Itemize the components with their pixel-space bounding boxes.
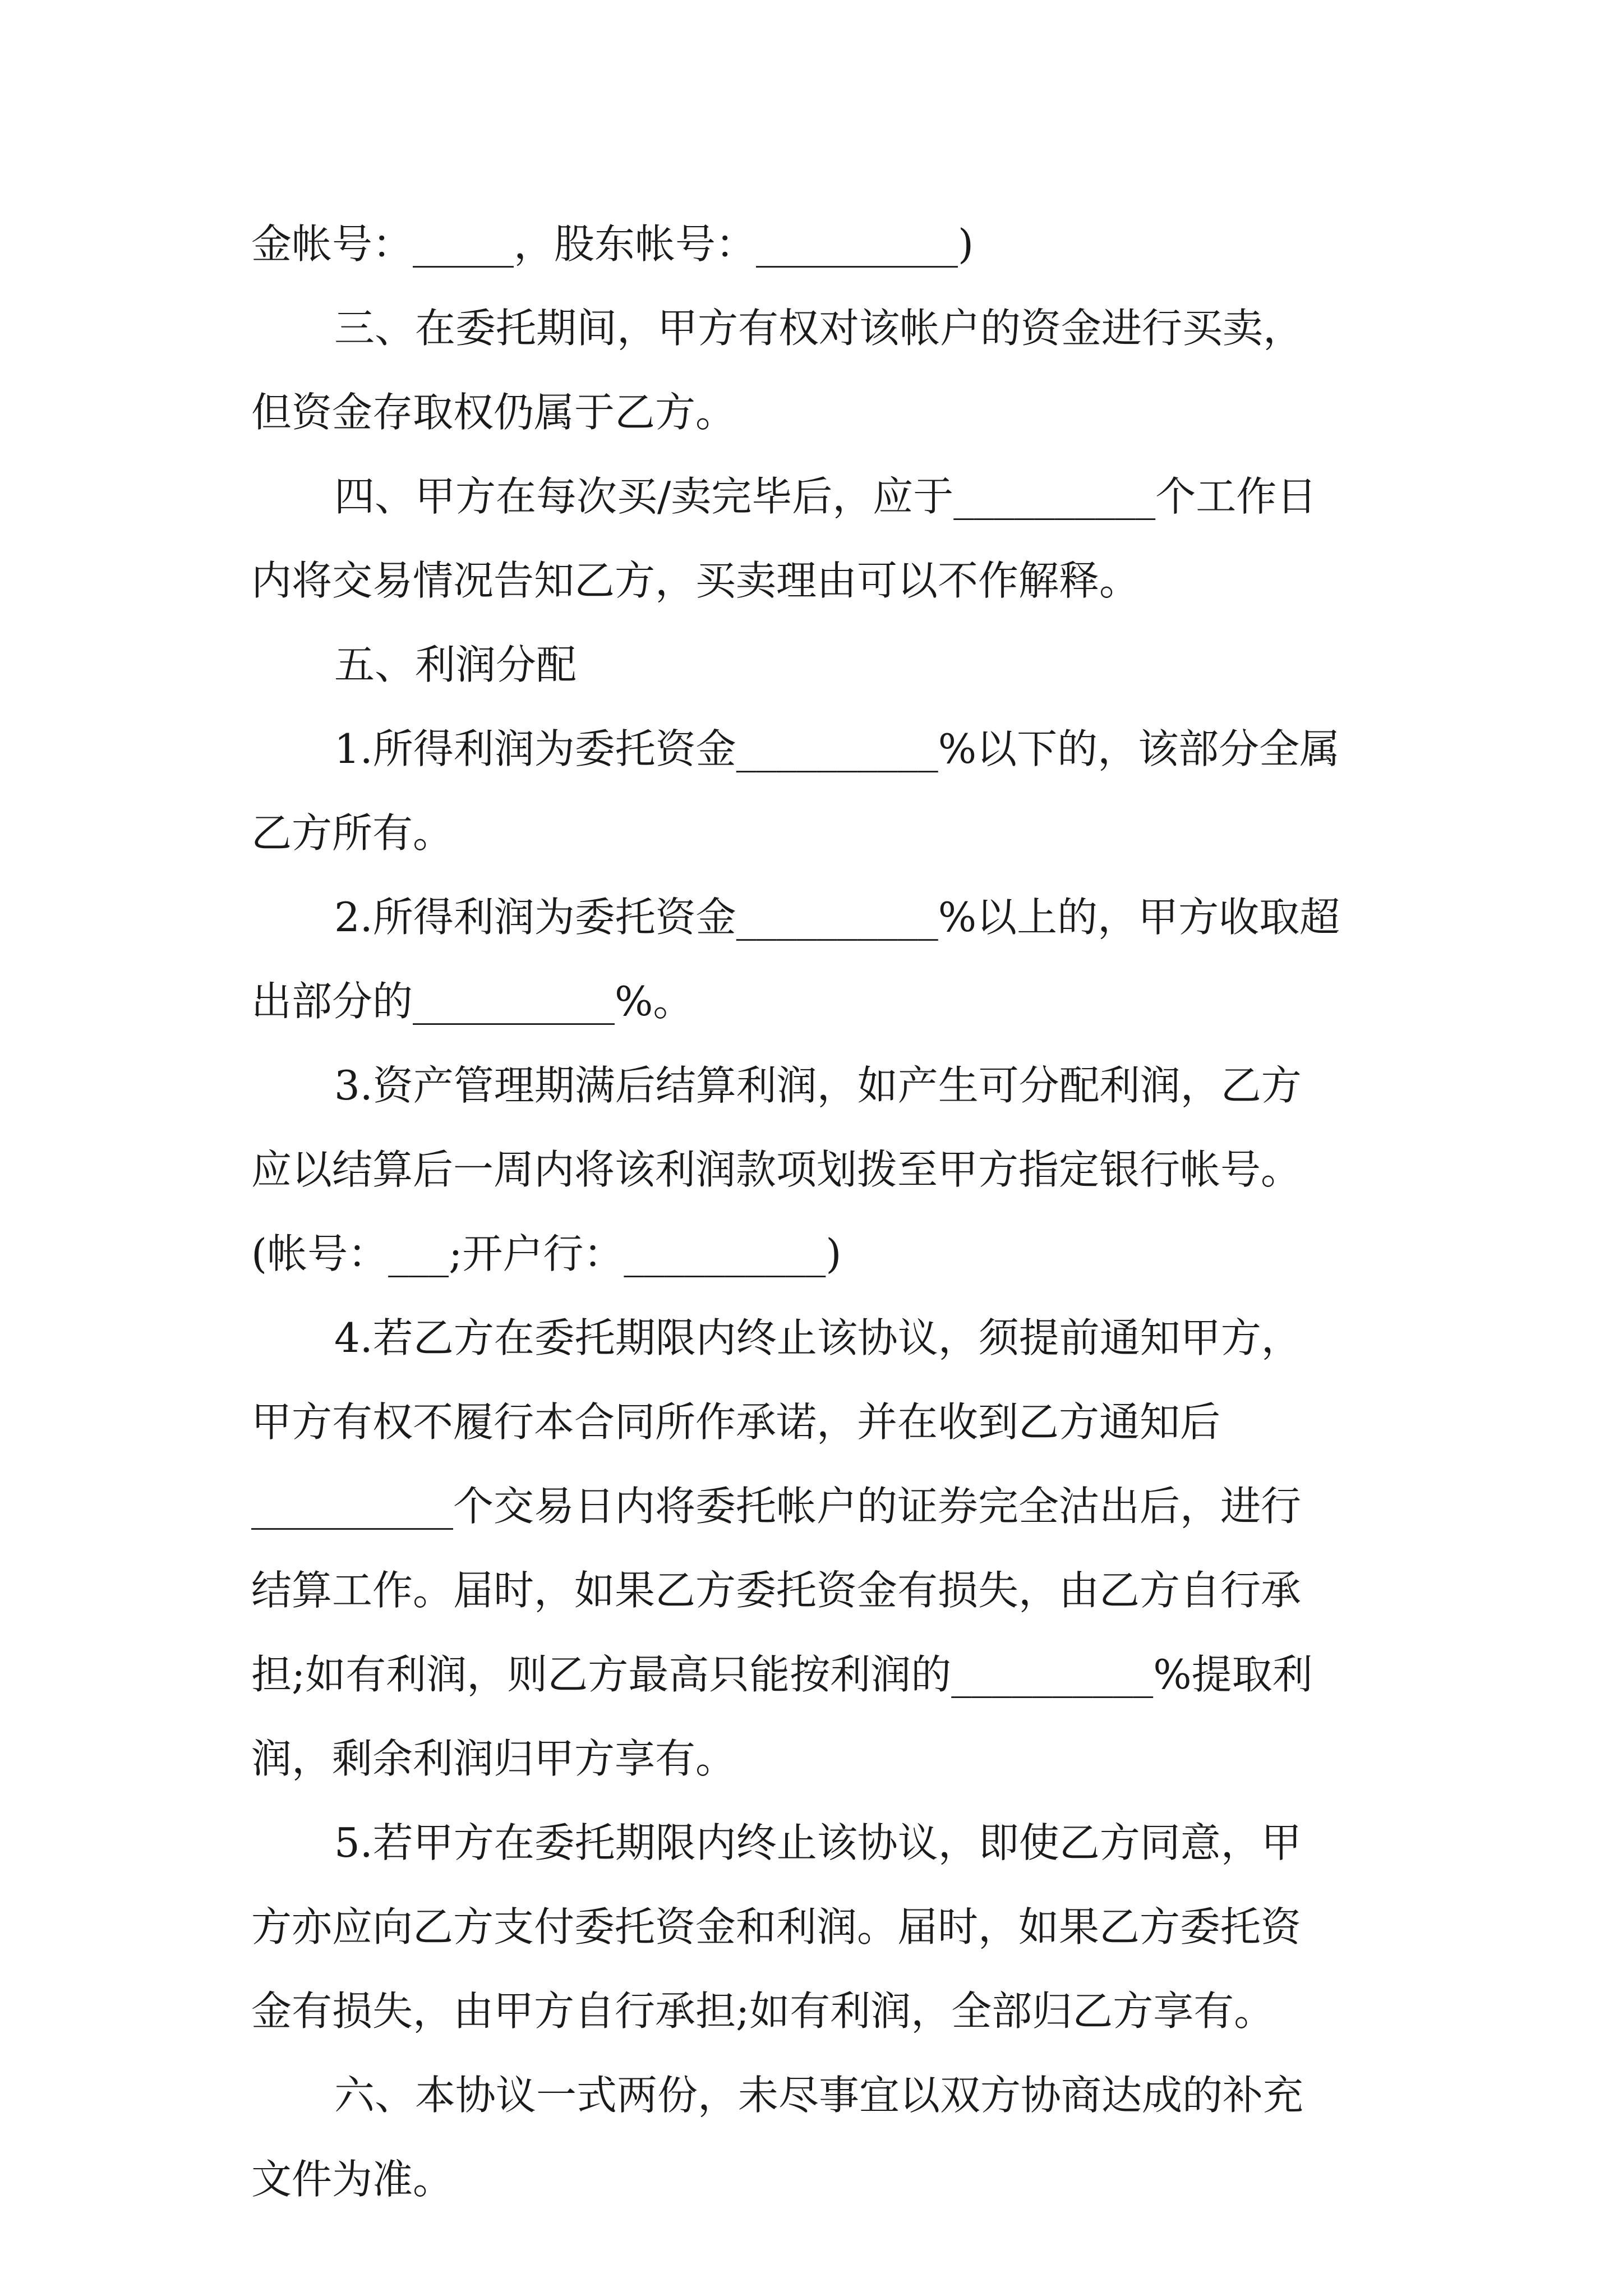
text-line: 出部分的__________%。 bbox=[251, 978, 694, 1025]
text-line: 三、在委托期间，甲方有权对该帐户的资金进行买卖， bbox=[334, 305, 1304, 352]
text-line: 方亦应向乙方支付委托资金和利润。届时，如果乙方委托资 bbox=[251, 1903, 1302, 1950]
text-line: 4.若乙方在委托期限内终止该协议，须提前通知甲方， bbox=[334, 1314, 1302, 1361]
text-line: 2.所得利润为委托资金__________%以上的，甲方收取超 bbox=[334, 894, 1340, 941]
text-line: 内将交易情况告知乙方，买卖理由可以不作解释。 bbox=[251, 557, 1140, 604]
text-line: 润，剩余利润归甲方享有。 bbox=[251, 1735, 736, 1782]
text-line: (帐号：___;开户行：__________) bbox=[251, 1230, 842, 1277]
text-line: 1.所得利润为委托资金__________%以下的，该部分全属 bbox=[334, 725, 1340, 772]
text-line: 乙方所有。 bbox=[251, 809, 454, 857]
text-line: 应以结算后一周内将该利润款项划拨至甲方指定银行帐号。 bbox=[251, 1146, 1302, 1193]
text-line: 文件为准。 bbox=[251, 2156, 454, 2203]
text-line: 但资金存取权仍属于乙方。 bbox=[251, 389, 736, 436]
text-line: __________个交易日内将委托帐户的证券完全沽出后，进行 bbox=[251, 1483, 1302, 1530]
text-line: 金帐号：_____，股东帐号：__________) bbox=[251, 220, 974, 268]
text-line: 五、利润分配 bbox=[334, 641, 577, 688]
text-line: 5.若甲方在委托期限内终止该协议，即使乙方同意，甲 bbox=[334, 1819, 1302, 1866]
text-line: 六、本协议一式两份，未尽事宜以双方协商达成的补充 bbox=[334, 2072, 1304, 2119]
text-line: 金有损失，由甲方自行承担;如有利润，全部归乙方享有。 bbox=[251, 1987, 1275, 2035]
text-line: 甲方有权不履行本合同所作承诺，并在收到乙方通知后 bbox=[251, 1398, 1221, 1446]
text-line: 结算工作。届时，如果乙方委托资金有损失，由乙方自行承 bbox=[251, 1567, 1302, 1614]
text-line: 3.资产管理期满后结算利润，如产生可分配利润，乙方 bbox=[334, 1062, 1302, 1109]
text-line: 四、甲方在每次买/卖完毕后，应于__________个工作日 bbox=[334, 473, 1317, 520]
text-line: 担;如有利润，则乙方最高只能按利润的__________%提取利 bbox=[251, 1651, 1313, 1698]
